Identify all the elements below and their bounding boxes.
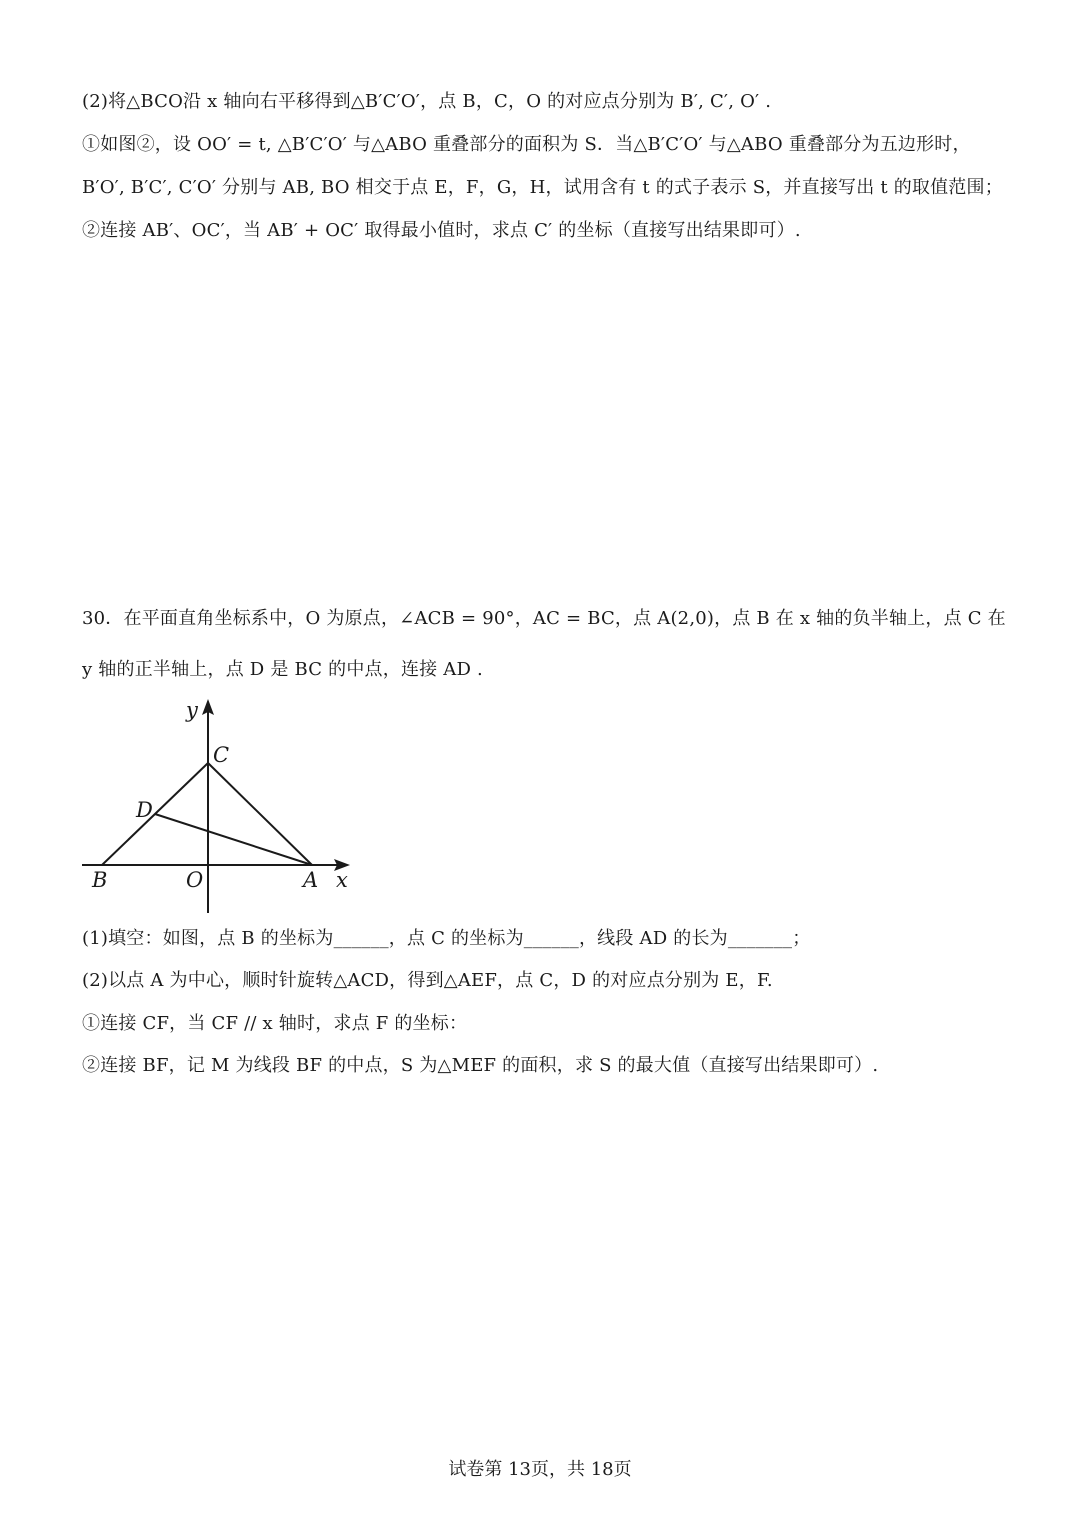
problem29-sub1-line1: ①如图②，设 OO′ = t, △B′C′O′ 与△ABO 重叠部分的面积为 S．当△B′C′O′ 与△ABO 重叠部分为五边形时， — [82, 134, 971, 155]
label-x: x — [336, 868, 348, 892]
coordinate-figure — [78, 695, 368, 920]
problem30-stem-line2: y 轴的正半轴上，点 D 是 BC 的中点，连接 AD . — [82, 659, 483, 680]
problem30-part2-sub2: ②连接 BF，记 M 为线段 BF 的中点，S 为△MEF 的面积，求 S 的最大值（直接写出结果即可）. — [82, 1055, 879, 1076]
problem29-sub2: ②连接 AB′、OC′，当 AB′ + OC′ 取得最小值时，求点 C′ 的坐标（直接写出结果即可）. — [82, 220, 801, 241]
problem29-sub1-line2: B′O′, B′C′, C′O′ 分别与 AB, BO 相交于点 E，F，G，H，试用含有 t 的式子表示 S，并直接写出 t 的取值范围； — [82, 177, 1003, 198]
page-footer: 试卷第 13页，共 18页 — [448, 1459, 632, 1480]
problem30-part2-sub1: ①连接 CF，当 CF // x 轴时，求点 F 的坐标： — [82, 1013, 468, 1034]
label-D: D — [136, 798, 153, 822]
problem30-part2: (2)以点 A 为中心，顺时针旋转△ACD，得到△AEF，点 C，D 的对应点分别为 E，F. — [82, 970, 773, 991]
label-C: C — [213, 743, 230, 767]
label-B: B — [92, 868, 108, 892]
label-y: y — [186, 698, 198, 722]
segment-CA — [208, 763, 312, 865]
segment-AD — [155, 814, 312, 865]
problem30-part1: (1)填空：如图，点 B 的坐标为______，点 C 的坐标为______，线段 AD 的长为_______； — [82, 928, 811, 949]
problem30-stem-line1: 30．在平面直角坐标系中，O 为原点，∠ACB = 90°，AC = BC，点 A(2,0)，点 B 在 x 轴的负半轴上，点 C 在 — [82, 608, 1006, 629]
problem29-part2-intro: (2)将△BCO沿 x 轴向右平移得到△B′C′O′，点 B，C，O 的对应点分别为 B′, C′, O′ . — [82, 91, 772, 112]
label-A: A — [303, 868, 319, 892]
label-O: O — [186, 868, 204, 892]
